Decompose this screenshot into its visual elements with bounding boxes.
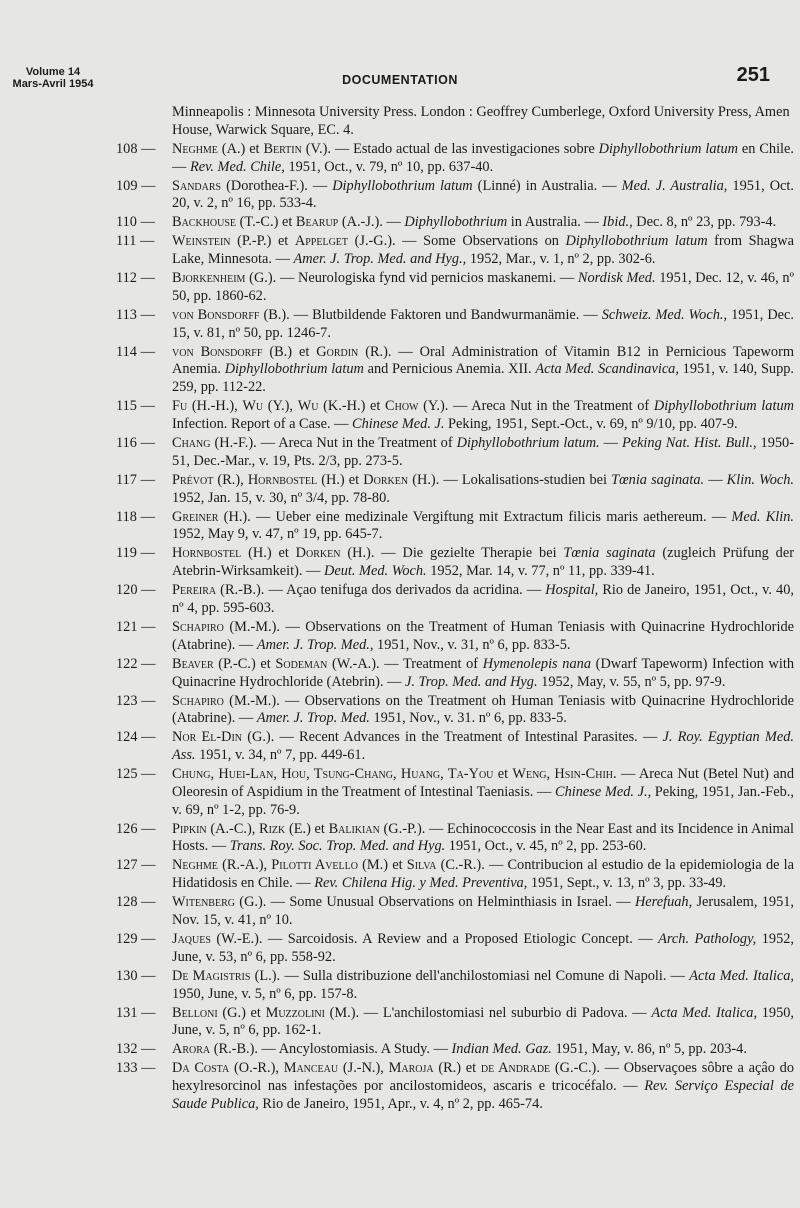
reference-text [172, 693, 794, 729]
reference-segment: (Linné) in Australia. — [472, 177, 622, 194]
reference-segment: (R.) et [433, 1060, 481, 1077]
reference-entry [106, 398, 794, 434]
reference-entry [106, 894, 794, 930]
italic-title: Med. J. Australia, [621, 177, 728, 194]
reference-segment: (H.-F.). — Areca Nut in the Treatment of [210, 435, 457, 452]
italic-title: Tœnia saginata [563, 545, 656, 562]
reference-segment: (A.) et [217, 140, 264, 157]
author-name: Manceau [283, 1060, 339, 1077]
author-name: Dorken [363, 471, 409, 488]
reference-segment: (zugleich Prüfung der Atebrin-Wirksamkeit). — [172, 545, 794, 580]
author-name: Bertin [263, 140, 302, 157]
reference-segment: (P.-C.) et [213, 655, 276, 672]
reference-number: 113 — [116, 306, 155, 323]
reference-segment: 1951, May, v. 86, nº 5, pp. 203-4. [551, 1041, 747, 1058]
reference-number: 132 — [116, 1041, 156, 1058]
reference-segment: et [493, 766, 513, 783]
reference-entry [106, 270, 794, 306]
reference-entry [106, 178, 794, 214]
author-name: Gordin [316, 343, 359, 360]
reference-segment: in Australia. — [507, 214, 603, 231]
reference-segment: Peking, 1951, Jan.-Feb., v. 69, nº 1-2, pp. 76-9. [172, 783, 794, 818]
author-name: Pilotti Avello [271, 857, 358, 874]
reference-segment: (G.) et [217, 1004, 266, 1021]
author-name: Weinstein [172, 233, 231, 250]
reference-segment: (G.). — Some Unusual Observations on Helminthiasis in Israel. — [234, 894, 635, 911]
reference-segment: (O.-R.), [229, 1060, 284, 1077]
reference-entry [106, 1060, 794, 1113]
reference-segment: 1952, Jan. 15, v. 30, nº 3/4, pp. 78-80. [172, 489, 390, 506]
reference-text [172, 214, 794, 232]
reference-entry [106, 435, 794, 471]
reference-segment: (E.) et [285, 820, 329, 837]
reference-segment: (H.) et [241, 545, 296, 562]
reference-text [172, 656, 794, 692]
reference-text [172, 344, 794, 397]
author-name: Belloni [172, 1004, 218, 1021]
reference-segment: (T.-C.) et [236, 214, 296, 231]
reference-number: 127 — [116, 857, 156, 874]
page-number: 251 [736, 64, 770, 86]
reference-text [172, 931, 794, 967]
reference-segment: (R.), [213, 471, 248, 488]
reference-segment: (R.). — Oral Administration of Vitamin B12 in Pernicious Tapeworm Anemia. [172, 343, 794, 378]
reference-entry [106, 729, 794, 765]
author-name: Nor El-Din [172, 729, 243, 746]
reference-segment: and Pernicious Anemia. XII. [363, 361, 536, 378]
reference-number: 120 — [116, 582, 156, 599]
author-name: Beaver [172, 655, 214, 672]
reference-segment: (Y.), [263, 398, 298, 415]
reference-segment: (H.). — Die gezielte Therapie bei [340, 545, 564, 562]
reference-segment: Jerusalem, 1951, Nov. 15, v. 41, nº 10. [172, 894, 794, 928]
reference-number: 115 — [116, 398, 155, 415]
author-name: Rizk [259, 820, 286, 837]
reference-segment: (J.-N.), [338, 1060, 389, 1077]
reference-segment: (H.) et [317, 471, 364, 488]
author-name: Bearup [295, 214, 339, 231]
author-name: Silva [406, 857, 437, 874]
author-name: De Magistris [172, 967, 251, 984]
reference-segment: (V.). — Estado actual de las investigaciones sobre [301, 140, 599, 157]
italic-title: Amer. J. Trop. Med. and Hyg., [293, 251, 467, 268]
reference-entry [106, 766, 794, 819]
reference-segment: — [599, 435, 622, 452]
italic-title: Diphyllobothrium latum [332, 177, 473, 194]
author-name: von Bonsdorff [172, 306, 260, 323]
reference-segment: Peking, 1951, Sept.-Oct., v. 69, nº 9/10, pp. 407-9. [444, 416, 738, 433]
reference-number: 109 — [116, 177, 156, 194]
author-name: Sodeman [275, 655, 328, 672]
italic-title: J. Roy. Egyptian Med. Ass. [172, 729, 794, 764]
issue-date: Mars-Avril 1954 [12, 78, 94, 90]
author-name: Wu [242, 398, 264, 415]
reference-segment: (P.-P.) et [230, 233, 295, 250]
reference-segment: 1951, Oct., v. 45, nº 2, pp. 253-60. [445, 838, 647, 855]
reference-entry [106, 619, 794, 655]
reference-text [172, 509, 794, 545]
reference-text [172, 1060, 794, 1113]
volume-label: Volume 14 [25, 66, 81, 78]
reference-segment: (G.). — Recent Advances in the Treatment of Intestinal Parasites. — [242, 729, 663, 746]
reference-number: 110 — [116, 214, 155, 231]
reference-segment: (L.). — Sulla distribuzione dell'anchilostomiasi nel Comune di Napoli. — [250, 967, 690, 984]
reference-segment: Rio de Janeiro, 1951, Oct., v. 40, nº 4, pp. 595-603. [172, 582, 794, 616]
reference-segment: (W.-E.). — Sarcoidosis. A Review and a Proposed Etiologic Concept. — [210, 930, 659, 947]
reference-segment: (H.). — Ueber eine medizinale Vergiftung mit Extractum filicis maris aethereum. — [218, 508, 732, 525]
author-name: Weng, Hsin-Chih. [512, 766, 617, 783]
author-name: Chow [385, 398, 419, 415]
reference-text [172, 472, 794, 508]
author-name: Arora [172, 1041, 211, 1058]
italic-title: Diphyllobothrium latum. [456, 435, 600, 452]
italic-title: Rev. Chilena Hig. y Med. Preventiva, [314, 875, 528, 892]
reference-segment: 1951, v. 34, nº 7, pp. 449-61. [195, 747, 366, 764]
author-name: Balikian [328, 820, 380, 837]
reference-segment: 1952, June, v. 53, nº 6, pp. 558-92. [172, 930, 795, 965]
author-name: Witenberg [172, 894, 235, 911]
author-name: Chang [172, 435, 211, 452]
reference-number: 133 — [116, 1060, 156, 1077]
reference-segment: 1950, June, v. 5, nº 6, pp. 157-8. [172, 985, 358, 1002]
reference-segment: (Y.). — Areca Nut in the Treatment of [418, 398, 654, 415]
reference-entry [106, 582, 794, 618]
reference-segment: (G.-P.). — Echinococcosis in the Near East and its Incidence in Animal Hosts. — [172, 820, 794, 855]
author-name: Bjorkenheim [172, 270, 246, 287]
reference-segment: Infection. Report of a Case. — [172, 416, 353, 433]
reference-segment: (M.). — L'anchilostomiasi nel suburbio di Padova. — [324, 1004, 652, 1021]
reference-number: 126 — [116, 820, 156, 837]
reference-segment: 1951, Oct., v. 79, nº 10, pp. 637-40. [284, 158, 494, 175]
italic-title: Rev. Serviço Especial de Saude Publica, [172, 1078, 794, 1112]
reference-number: 114 — [116, 343, 155, 360]
italic-title: Schweiz. Med. Woch., [601, 306, 728, 323]
author-name: Wu [297, 398, 319, 415]
reference-text [172, 729, 794, 765]
reference-segment: (A.-C.), [206, 820, 260, 837]
reference-segment: (A.-J.). — [338, 214, 405, 231]
continued-reference-text: Minneapolis : Minnesota University Press. London : Geoffrey Cumberlege, Oxford University Press, Amen House, Warwick Square, EC. 4. [172, 104, 790, 138]
reference-text [172, 582, 794, 618]
italic-title: Diphyllobothrium latum [565, 233, 708, 250]
reference-entry [106, 141, 794, 177]
reference-segment: (B.). — Blutbildende Faktoren und Bandwurmanämie. — [259, 306, 602, 323]
reference-number: 130 — [116, 967, 156, 984]
italic-title: J. Trop. Med. and Hyg. [405, 673, 538, 690]
author-name: Schapiro [172, 692, 224, 709]
reference-segment: (Dorothea-F.). — [221, 177, 333, 194]
reference-entry [106, 545, 794, 581]
reference-text [172, 1005, 794, 1041]
italic-title: Klin. Woch. [726, 471, 795, 488]
italic-title: Indian Med. Gaz. [451, 1041, 552, 1058]
reference-text [172, 178, 794, 214]
reference-text [172, 821, 794, 857]
author-name: Pereira [172, 582, 217, 599]
reference-number: 119 — [116, 545, 155, 562]
reference-segment: (R.-B.). — Açao tenifuga dos derivados da acridina. — [216, 582, 546, 599]
italic-title: Peking Nat. Hist. Bull., [621, 435, 757, 452]
reference-segment: 1952, Mar. 14, v. 77, nº 11, pp. 339-41. [426, 563, 655, 580]
reference-text [172, 968, 794, 1004]
reference-segment: Dec. 8, nº 23, pp. 793-4. [632, 214, 777, 231]
reference-segment: en Chile. — [172, 140, 794, 175]
italic-title: Diphyllobothrium latum [224, 361, 364, 378]
reference-text [172, 398, 794, 434]
reference-entry [106, 931, 794, 967]
reference-segment: — [704, 471, 727, 488]
reference-text [172, 435, 794, 471]
reference-segment: 1951, v. 140, Supp. 259, pp. 112-22. [172, 361, 795, 396]
italic-title: Acta Med. Italica, [651, 1004, 758, 1021]
reference-text [172, 619, 794, 655]
italic-title: Amer. J. Trop. Med., [256, 636, 374, 653]
reference-segment: (R.-B.). — Ancylostomiasis. A Study. — [210, 1041, 452, 1058]
reference-segment: (M.-M.). — Observations on the Treatment of Human Teniasis with Quinacrine Hydrochloride (Atabrine). — [172, 618, 794, 653]
reference-segment: (B.) et [262, 343, 317, 360]
reference-entry [106, 214, 794, 232]
reference-text [172, 766, 794, 819]
reference-entry [106, 1005, 794, 1041]
reference-number: 117 — [116, 471, 155, 488]
reference-segment: from Shagwa Lake, Minnesota. — [172, 233, 794, 268]
author-name: Backhouse [172, 214, 237, 231]
reference-segment: 1951, Oct. 20, v. 2, nº 16, pp. 533-4. [172, 177, 794, 212]
reference-segment: 1951, Nov., v. 31. nº 6, pp. 833-5. [369, 710, 567, 727]
reference-segment: (M.-M.). — Observations on the Treatment oh Human Teniasis witb Quinacrine Hydrochloride (Atabrine). — [172, 692, 794, 727]
reference-text [172, 545, 794, 581]
author-name: Da Costa [172, 1060, 230, 1077]
reference-segment: (Dwarf Tapeworm) Infection with Quinacrine Hydrochloride (Atebrin). — [172, 655, 794, 690]
reference-segment: 1951, Nov., v. 31, nº 6, pp. 833-5. [373, 636, 571, 653]
author-name: Sandars [172, 177, 222, 194]
reference-entry [106, 233, 794, 269]
reference-entry [106, 821, 794, 857]
italic-title: Hymenolepis nana [482, 655, 591, 672]
reference-segment: Rio de Janeiro, 1951, Apr., v. 4, nº 2, pp. 465-74. [258, 1095, 543, 1112]
italic-title: Tœnia saginata. [611, 471, 705, 488]
italic-title: Acta Med. Italica, [689, 967, 795, 984]
reference-segment: (G.). — Neurologiska fynd vid pernicios maskanemi. — [245, 270, 578, 287]
reference-entry [106, 509, 794, 545]
author-name: Appelget [294, 233, 349, 250]
reference-text [172, 857, 794, 893]
author-name: Neghme [172, 857, 218, 874]
italic-title: Diphyllobothrium latum [653, 398, 794, 415]
reference-entry [106, 693, 794, 729]
reference-number: 118 — [116, 508, 155, 525]
reference-segment: (H.-H.), [187, 398, 243, 415]
author-name: Muzzolini [265, 1004, 325, 1021]
reference-segment: 1952, Mar., v. 1, nº 2, pp. 302-6. [466, 251, 656, 268]
reference-entry [106, 968, 794, 1004]
italic-title: Diphyllobothrium latum [598, 140, 739, 157]
italic-title: Herefuah, [634, 894, 693, 911]
italic-title: Chinese Med. J., [555, 783, 652, 800]
reference-segment: 1951, Dec. 12, v. 46, nº 50, pp. 1860-62. [172, 270, 794, 304]
reference-segment: (M.) et [357, 857, 407, 874]
reference-segment: 1952, May 9, v. 47, nº 19, pp. 645-7. [172, 526, 383, 543]
reference-number: 122 — [116, 655, 156, 672]
author-name: Hornbostel [247, 471, 318, 488]
reference-segment: (W.-A.). — Treatment of [327, 655, 483, 672]
reference-entry [106, 656, 794, 692]
reference-text [172, 894, 794, 930]
reference-segment: 1952, May, v. 55, nº 5, pp. 97-9. [537, 673, 726, 690]
reference-text [172, 233, 794, 269]
italic-title: Amer. J. Trop. Med. [256, 710, 370, 727]
author-name: Jaques [172, 930, 211, 947]
author-name: de Andrade [480, 1060, 551, 1077]
reference-segment: (R.-A.), [217, 857, 272, 874]
reference-number: 131 — [116, 1004, 156, 1021]
author-name: Dorken [295, 545, 341, 562]
reference-segment: (C.-R.). — Contribucion al estudio de la epidemiologia de la Hidatidosis en Chile. — [172, 857, 794, 892]
reference-segment: 1951, Sept., v. 13, nº 3, pp. 33-49. [527, 875, 727, 892]
italic-title: Acta Med. Scandinavica, [535, 361, 679, 378]
italic-title: Chinese Med. J. [352, 416, 445, 433]
reference-entry [106, 307, 794, 343]
reference-number: 123 — [116, 692, 156, 709]
reference-segment: (G.-C.). — Observaçoes sôbre a açâo do hexylresorcinol nas infestações por ancilostomideos, ascaris e tricocéfalo. — [172, 1060, 794, 1095]
italic-title: Nordisk Med. [577, 270, 656, 287]
reference-list [106, 104, 794, 1114]
italic-title: Diphyllobothrium [404, 214, 508, 231]
author-name: Fu [172, 398, 188, 415]
italic-title: Med. Klin. [731, 508, 794, 525]
italic-title: Trans. Roy. Soc. Trop. Med. and Hyg. [229, 838, 446, 855]
author-name: Hornbostel [172, 545, 242, 562]
italic-title: Hospital, [545, 582, 599, 599]
reference-entry [106, 472, 794, 508]
author-name: Pipkin [172, 820, 207, 837]
reference-entry [106, 1041, 794, 1059]
reference-number: 124 — [116, 729, 156, 746]
author-name: Chung, Huei-Lan, Hou, Tsung-Chang, Huang, Ta-You [172, 766, 494, 783]
italic-title: Ibid., [602, 214, 633, 231]
reference-number: 129 — [116, 930, 156, 947]
reference-number: 112 — [116, 270, 155, 287]
reference-number: 128 — [116, 894, 156, 911]
reference-text [172, 307, 794, 343]
author-name: Greiner [172, 508, 219, 525]
reference-text [172, 270, 794, 306]
italic-title: Deut. Med. Woch. [323, 563, 427, 580]
reference-number: 116 — [116, 435, 155, 452]
author-name: von Bonsdorff [172, 343, 263, 360]
reference-segment: (K.-H.) et [318, 398, 386, 415]
reference-number: 108 — [116, 140, 156, 157]
page-title: DOCUMENTATION [342, 73, 458, 87]
reference-segment: 1950, June, v. 5, nº 6, pp. 162-1. [172, 1004, 795, 1039]
reference-entry [106, 344, 794, 397]
reference-segment: (J.-G.). — Some Observations on [348, 233, 566, 250]
author-name: Neghme [172, 140, 218, 157]
reference-number: 111 — [116, 233, 155, 250]
italic-title: Arch. Pathology, [658, 930, 757, 947]
reference-number: 121 — [116, 618, 156, 635]
author-name: Maroja [388, 1060, 434, 1077]
author-name: Prévot [172, 471, 214, 488]
reference-segment: 1950-51, Dec.-Mar., v. 19, Pts. 2/3, pp. 273-5. [172, 435, 794, 469]
reference-text [172, 141, 794, 177]
reference-segment: — Areca Nut (Betel Nut) and Oleoresin of Aspidium in the Treatment of Intestinal Taeniasis. — [172, 766, 795, 800]
reference-text [172, 1041, 794, 1059]
italic-title: Rev. Med. Chile, [189, 158, 285, 175]
reference-segment: 1951, Dec. 15, v. 81, nº 50, pp. 1246-7. [172, 306, 795, 341]
reference-entry [106, 857, 794, 893]
reference-segment: (H.). — Lokalisations-studien bei [408, 471, 612, 488]
author-name: Schapiro [172, 618, 224, 635]
reference-number: 125 — [116, 766, 156, 783]
